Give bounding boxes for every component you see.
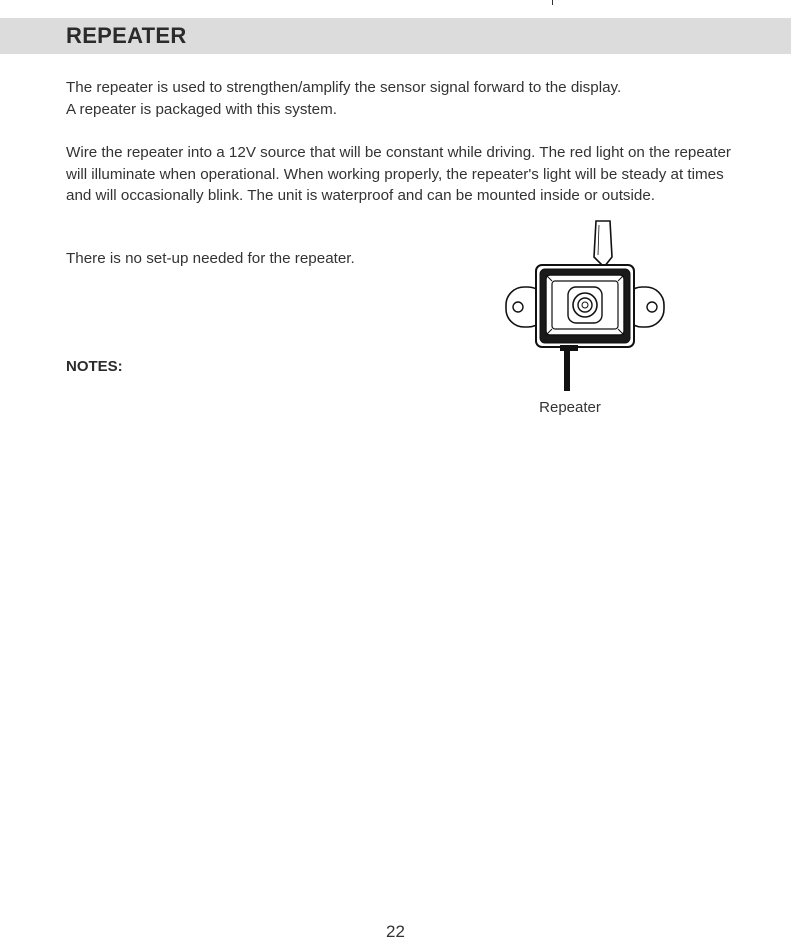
section-title: REPEATER [66, 23, 187, 48]
page-number: 22 [386, 922, 405, 941]
page-edge-mark [552, 0, 553, 5]
repeater-device-icon [500, 205, 670, 395]
repeater-figure [500, 205, 670, 395]
paragraph-intro: The repeater is used to strengthen/amplify the sensor signal forward to the display. A repeater is packaged with this system. [66, 79, 622, 118]
notes-label: NOTES: [66, 358, 123, 375]
paragraph-setup: There is no set-up needed for the repeater. [66, 250, 355, 267]
paragraph-wiring: Wire the repeater into a 12V source that will be constant while driving. The red light on the repeater will illuminate when operational. When working properly, the repeater's light will be steady at times and will occasionally blink. The unit is waterproof and can be mounted inside or outside. [66, 144, 731, 205]
figure-caption: Repeater [539, 399, 601, 416]
